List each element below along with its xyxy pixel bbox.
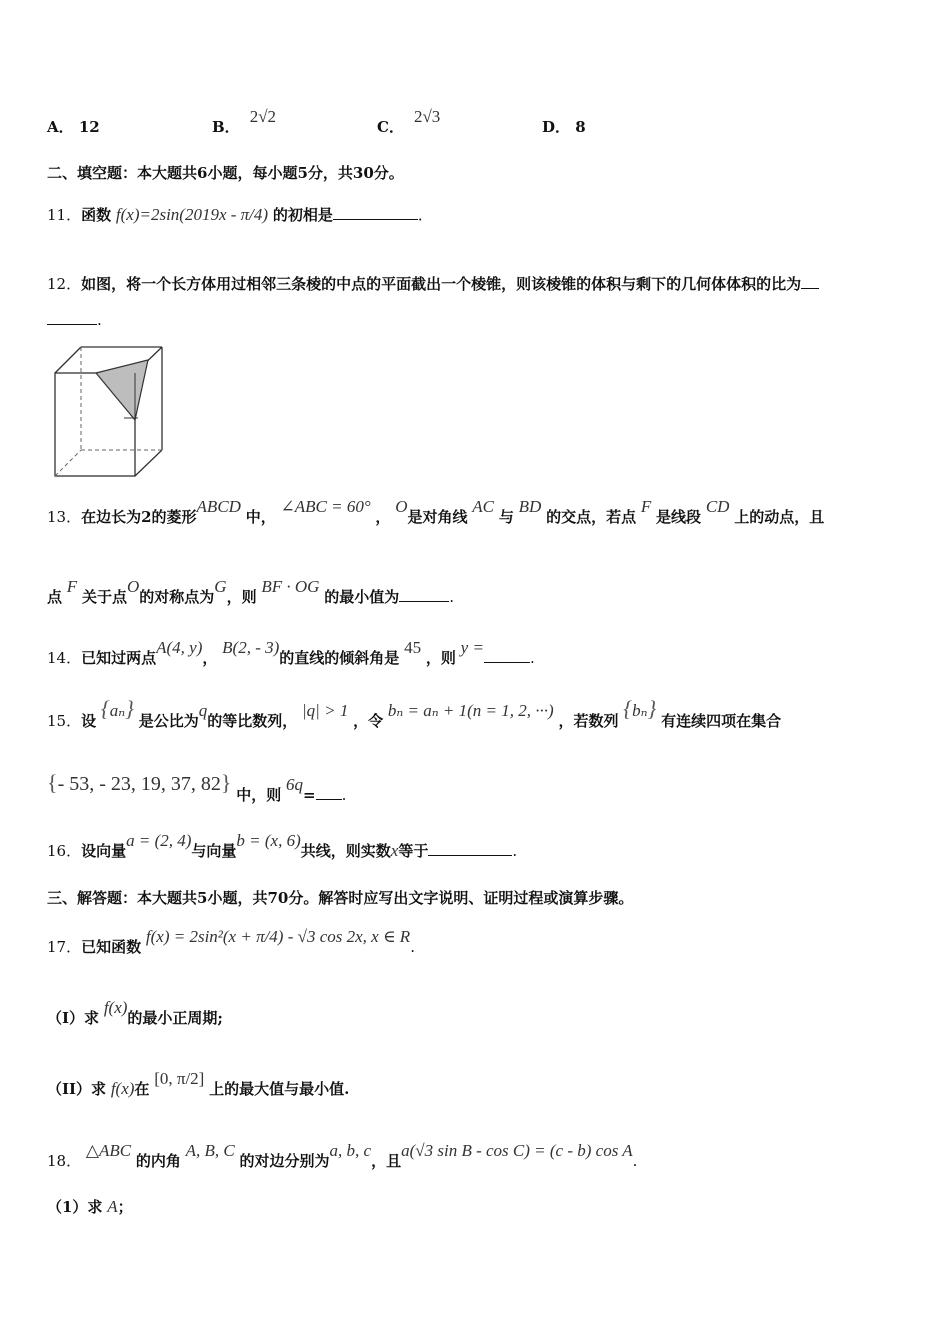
q16-text-2: 与向量 xyxy=(191,842,237,860)
q11-answer-blank xyxy=(333,218,418,220)
q11-number: 11． xyxy=(47,206,82,224)
q17-part-1 xyxy=(47,998,223,1028)
q12-text: 如图，将一个长方体用过相邻三条棱的中点的平面截出一个棱锥，则该棱锥的体积与剩下的几何体体积的比为 xyxy=(81,275,802,293)
question-18: 18． △ABC 的内角 A, B, C 的对边分别为a, b, c，且a(√3 sin B - cos C) = (c - b) cos A. xyxy=(47,1141,638,1170)
q12-answer-blank-a xyxy=(801,287,819,289)
q15-set: - 53, - 23, 19, 37, 82 xyxy=(57,773,221,795)
q12-answer-blank-b xyxy=(47,323,97,325)
question-15 xyxy=(47,696,782,732)
q15-answer-blank xyxy=(316,798,342,800)
q15-math-1-wrap: {aₙ} xyxy=(100,696,134,721)
q16-text-4: 等于 xyxy=(398,842,429,860)
q13-math-7: CD xyxy=(705,497,730,516)
q15-text-8: = xyxy=(303,786,316,804)
q14-text-2: ， xyxy=(202,649,218,667)
q13-answer-blank xyxy=(399,600,449,602)
q15-math-6: 6q xyxy=(286,775,304,794)
q17-text-1: 已知函数 xyxy=(81,938,142,956)
q15-number: 15． xyxy=(47,712,82,730)
q13-text-1: 在边长为2的菱形 xyxy=(81,508,197,526)
option-c-label: C． xyxy=(377,118,404,136)
question-16: 16．设向量a = (2, 4)与向量b = (x, 6)共线，则实数x等于 . xyxy=(47,831,518,860)
q15-math-5-wrap: {bₙ} xyxy=(623,696,657,721)
q18-math-2: A, B, C xyxy=(185,1141,235,1160)
question-13 xyxy=(47,497,825,527)
q18-part-1 xyxy=(47,1196,133,1217)
cuboid-edge-top-left xyxy=(55,347,81,373)
q18-number: 18． xyxy=(47,1152,82,1170)
q17-p2-label: （II）求 xyxy=(47,1080,107,1098)
q13-l2-text-5: 的最小值为 xyxy=(324,588,400,606)
q15-math-1: aₙ xyxy=(109,701,126,720)
q17-part-2 xyxy=(47,1069,350,1099)
q13-l2-text-1: 点 xyxy=(47,588,63,606)
q15-set-wrap: {- 53, - 23, 19, 37, 82} xyxy=(47,770,232,795)
q13-text-2: 中， xyxy=(245,508,276,526)
q13-text-8: 上的动点，且 xyxy=(734,508,825,526)
q18-text-2: 的对边分别为 xyxy=(239,1152,330,1170)
q13-l2-math-2: O xyxy=(126,577,140,596)
q15-math-4: bₙ = aₙ + 1(n = 1, 2, ···) xyxy=(387,701,554,720)
q18-text-3: ，且 xyxy=(371,1152,402,1170)
option-d xyxy=(542,116,586,137)
q14-math-2: B(2, - 3) xyxy=(222,638,280,657)
q18-math-4: a(√3 sin B - cos C) = (c - b) cos A xyxy=(401,1141,633,1160)
option-b-label: B． xyxy=(212,118,240,136)
q17-p2-text-1: 在 xyxy=(134,1080,150,1098)
q17-p2-math: f(x) xyxy=(110,1079,135,1098)
question-14: 14．已知过两点A(4, y)， B(2, - 3)的直线的倾斜角是 45 ，则 y =. xyxy=(47,638,535,667)
option-a-value: 12 xyxy=(78,118,100,136)
q15-text-3: 的等比数列， xyxy=(207,712,298,730)
q17-number: 17． xyxy=(47,938,82,956)
q14-text-1: 已知过两点 xyxy=(81,649,157,667)
q14-text-3: 的直线的倾斜角是 xyxy=(279,649,400,667)
option-a xyxy=(47,116,100,137)
option-a-label: A． xyxy=(47,118,74,136)
q11-pre: 函数 xyxy=(81,206,112,224)
q18-p1-math: A xyxy=(107,1197,118,1216)
q15-math-2: q xyxy=(198,701,208,720)
q17-p1-math: f(x) xyxy=(103,998,128,1017)
q13-l2-text-4: ，则 xyxy=(226,588,257,606)
option-d-label: D． xyxy=(542,118,571,136)
question-12 xyxy=(47,273,819,294)
q13-line2: 点 F 关于点O的对称点为G，则 BF · OG 的最小值为 . xyxy=(47,577,455,606)
q17-p2-interval: [0, π/2] xyxy=(154,1069,205,1088)
q13-l2-text-3: 的对称点为 xyxy=(139,588,215,606)
pyramid-cut-face xyxy=(96,360,148,420)
q14-number: 14． xyxy=(47,649,82,667)
q15-text-2: 是公比为 xyxy=(138,712,199,730)
q14-math-4: y = xyxy=(460,638,484,657)
q14-math-1: A(4, y) xyxy=(156,638,203,657)
question-11: 11．函数 f(x)=2sin(2019x - π/4) 的初相是 ． xyxy=(47,205,433,224)
q13-math-5: BD xyxy=(518,497,542,516)
q13-math-1: ABCD xyxy=(196,497,241,516)
option-b xyxy=(212,107,277,137)
q12-line2: . xyxy=(47,311,102,329)
cuboid-hidden-edge-diagonal xyxy=(55,450,81,476)
q16-text-1: 设向量 xyxy=(81,842,127,860)
q13-text-4: 是对角线 xyxy=(407,508,468,526)
q13-text-3: ， xyxy=(375,508,391,526)
q12-number: 12． xyxy=(47,275,82,293)
q18-p1-text: ； xyxy=(117,1198,133,1216)
cuboid-figure xyxy=(52,344,167,479)
q15-line2: {- 53, - 23, 19, 37, 82} 中，则 6q= . xyxy=(47,770,347,804)
q13-text-7: 是线段 xyxy=(656,508,702,526)
q15-math-3: |q| > 1 xyxy=(302,701,349,720)
section2-heading: 二、填空题：本大题共6小题，每小题5分，共30分。 xyxy=(47,164,404,182)
option-c xyxy=(377,107,441,137)
question-17: 17．已知函数 f(x) = 2sin²(x + π/4) - √3 cos 2x, x ∈ R. xyxy=(47,927,415,956)
q18-math-3: a, b, c xyxy=(329,1141,372,1160)
q15-text-1: 设 xyxy=(81,712,97,730)
q13-number: 13． xyxy=(47,508,82,526)
q17-p1-text: 的最小正周期; xyxy=(127,1009,223,1027)
q18-p1-label: （1）求 xyxy=(47,1198,103,1216)
q13-l2-math-1: F xyxy=(66,577,78,596)
q13-math-6: F xyxy=(640,497,652,516)
section3-heading: 三、解答题：本大题共5小题，共70分。解答时应写出文字说明、证明过程或演算步骤。 xyxy=(47,889,634,907)
q18-math-1: △ABC xyxy=(85,1141,132,1160)
q13-l2-math-3: G xyxy=(214,577,227,596)
q16-math-3: x xyxy=(390,841,399,860)
q17-formula: f(x) = 2sin²(x + π/4) - √3 cos 2x, x ∈ R xyxy=(145,927,411,946)
q15-text-4: ，令 xyxy=(353,712,384,730)
q15-text-6: 有连续四项在集合 xyxy=(661,712,782,730)
q13-text-5: 与 xyxy=(498,508,514,526)
option-b-value: 2√2 xyxy=(249,107,277,126)
q11-formula: f(x)=2sin(2019x - π/4) xyxy=(115,205,269,224)
q14-math-3: 45 xyxy=(404,638,422,657)
q18-text-1: 的内角 xyxy=(135,1152,181,1170)
q13-math-2: ∠ABC = 60° xyxy=(280,497,371,516)
q16-number: 16． xyxy=(47,842,82,860)
q13-l2-text-2: 关于点 xyxy=(81,588,127,606)
q13-math-4: AC xyxy=(472,497,495,516)
q15-text-7: 中，则 xyxy=(236,786,282,804)
q14-answer-blank xyxy=(484,661,530,663)
q17-p2-text: 上的最大值与最小值. xyxy=(209,1080,350,1098)
q15-math-5: bₙ xyxy=(632,701,648,720)
q16-math-2: b = (x, 6) xyxy=(236,831,301,850)
q16-answer-blank xyxy=(428,854,512,856)
q11-post: 的初相是 xyxy=(272,206,333,224)
q14-text-4: ，则 xyxy=(425,649,456,667)
q13-math-3: O xyxy=(395,497,408,516)
q13-text-6: 的交点，若点 xyxy=(546,508,637,526)
q13-l2-math-4: BF · OG xyxy=(261,577,320,596)
q15-text-5: ，若数列 xyxy=(558,712,619,730)
option-d-value: 8 xyxy=(575,118,586,136)
cuboid-edge-bottom-right xyxy=(135,450,162,476)
q16-math-1: a = (2, 4) xyxy=(126,831,192,850)
option-c-value: 2√3 xyxy=(413,107,441,126)
q16-text-3: 共线，则实数 xyxy=(300,842,391,860)
q17-p1-label: （I）求 xyxy=(47,1009,100,1027)
